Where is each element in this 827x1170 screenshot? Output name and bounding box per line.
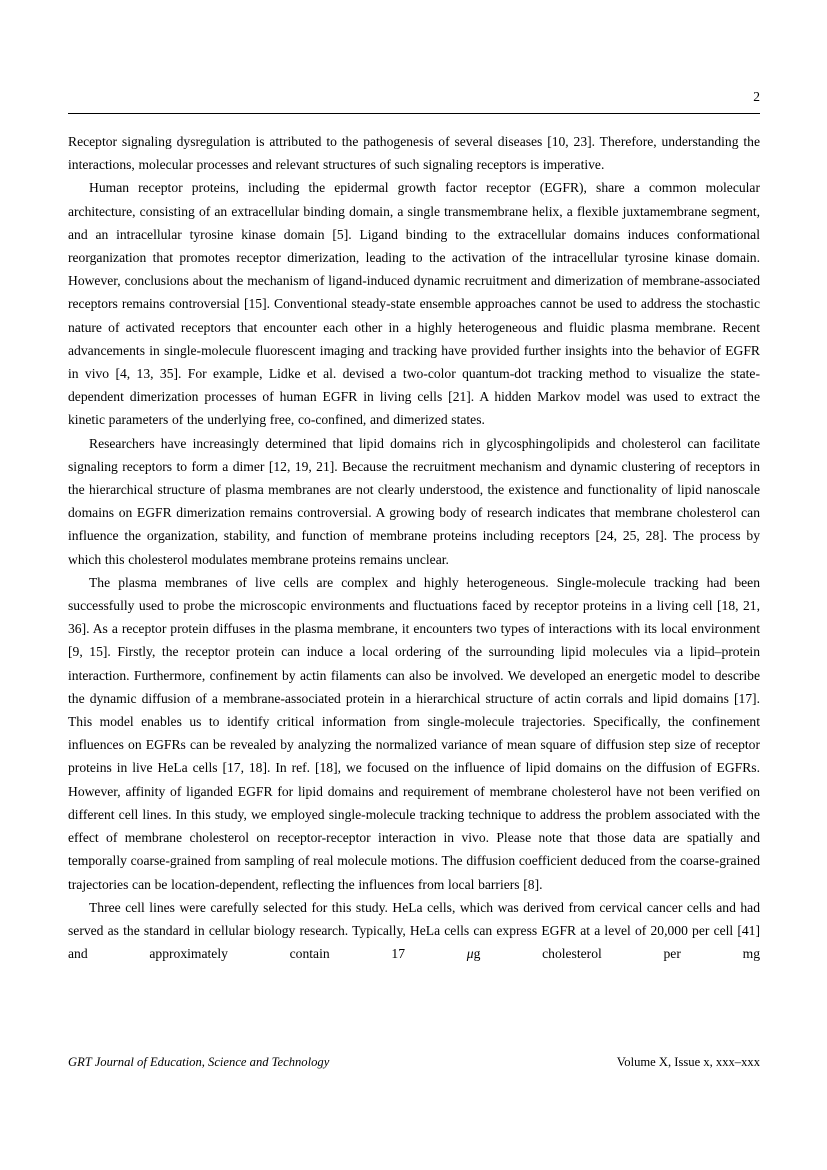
micro-symbol: μ: [466, 946, 474, 962]
paragraph-4: The plasma membranes of live cells are complex and highly heterogeneous. Single-molecule tracking had been successfully used to probe the microscopic environments and fluctuations faced by receptor proteins in a living cell [18, 21, 36]. As a receptor protein diffuses in the plasma membrane, it encounters two types of interactions with its local environment [9, 15]. Firstly, the receptor protein can induce a local ordering of the surrounding lipid molecules via a lipid–protein interaction. Furthermore, confinement by actin filaments can also be involved. We developed an energetic model to describe the dynamic diffusion of a membrane-associated protein in a hierarchical structure of actin corrals and lipid domains [17]. This model enables us to identify critical information from single-molecule trajectories. Specifically, the confinement influences on EGFRs can be revealed by analyzing the normalized variance of mean square of diffusion step size of receptor proteins in live HeLa cells [17, 18]. In ref. [18], we focused on the influence of lipid domains on the diffusion of EGFRs. However, affinity of liganded EGFR for lipid domains and requirement of membrane cholesterol have not been verified on different cell lines. In this study, we employed single-molecule tracking technique to address the problem associated with the effect of membrane cholesterol on receptor-receptor interaction in vivo. Please note that those data are spatially and temporally coarse-grained from sampling of real molecule motions. The diffusion coefficient deduced from the coarse-grained trajectories can be location-dependent, reflecting the influences from local barriers [8].: [68, 574, 760, 892]
footer-volume-info: Volume X, Issue x, xxx–xxx: [616, 1055, 760, 1069]
page-footer: [68, 1053, 760, 1071]
paragraph-5-text-before-mu: Three cell lines were carefully selected for this study. HeLa cells, which was derived from cervical cancer cells and had served as the standard in cellular biology research. Typically, HeLa cells can express EGFR at a level of 20,000 per cell [41] and approximately contain 17: [68, 899, 760, 962]
footer-journal-name: GRT Journal of Education, Science and Technology: [68, 1055, 330, 1069]
page-content: [68, 88, 760, 965]
page-header: [68, 88, 760, 118]
paragraph-5-text-after-mu: g cholesterol per mg: [473, 946, 760, 962]
header-rule: [68, 113, 760, 114]
body-text: [68, 130, 760, 965]
paragraph-1: Receptor signaling dysregulation is attributed to the pathogenesis of several diseases [10, 23]. Therefore, understanding the interactions, molecular processes and relevant structures of such signaling receptors is imperative.: [68, 134, 760, 173]
paragraph-3: Researchers have increasingly determined that lipid domains rich in glycosphingolipids and cholesterol can facilitate signaling receptors to form a dimer [12, 19, 21]. Because the recruitment mechanism and dynamic clustering of receptors in the hierarchical structure of plasma membranes are not clearly understood, the existence and functionality of lipid nanoscale domains on EGFR dimerization remains controversial. A growing body of research indicates that membrane cholesterol can influence the organization, stability, and function of membrane proteins including receptors [24, 25, 28]. The process by which this cholesterol modulates membrane proteins remains unclear.: [68, 435, 760, 567]
paragraph-5: [68, 896, 760, 966]
page-number: 2: [753, 89, 760, 104]
paragraph-2: Human receptor proteins, including the epidermal growth factor receptor (EGFR), share a common molecular architecture, consisting of an extracellular binding domain, a single transmembrane helix, a flexible juxtamembrane segment, and an intracellular tyrosine kinase domain [5]. Ligand binding to the extracellular domains induces conformational reorganization that promotes receptor dimerization, leading to the activation of the intracellular tyrosine kinase domain. However, conclusions about the mechanism of ligand-induced dynamic recruitment and dimerization of membrane-associated receptors remains controversial [15]. Conventional steady-state ensemble approaches cannot be used to address the stochastic nature of activated receptors that encounter each other in a highly heterogeneous and fluidic plasma membrane. Recent advancements in single-molecule fluorescent imaging and tracking have provided further insights into the behavior of EGFR in vivo [4, 13, 35]. For example, Lidke et al. devised a two-color quantum-dot tracking method to visualize the state-dependent dimerization processes of human EGFR in living cells [21]. A hidden Markov model was used to extract the kinetic parameters of the underlying free, co-confined, and dimerized states.: [68, 180, 760, 428]
